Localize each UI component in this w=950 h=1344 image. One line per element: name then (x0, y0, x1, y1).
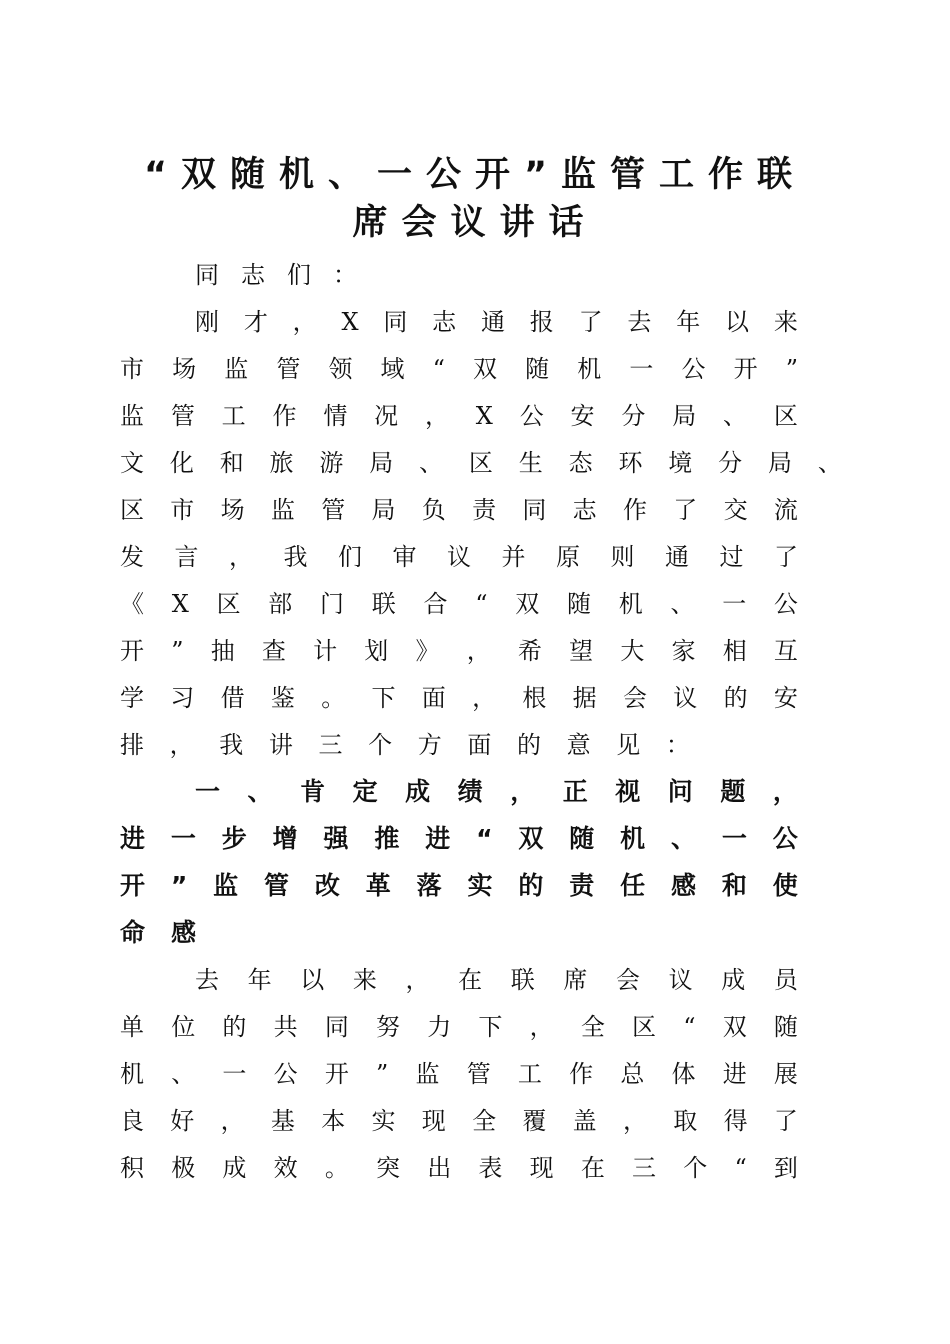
paragraph-2-line (120, 1104, 798, 1138)
glyph: 议 (668, 966, 693, 994)
glyph: 得 (723, 1107, 748, 1135)
glyph: 进 (722, 1060, 747, 1088)
glyph: 绩 (457, 777, 483, 806)
glyph: 并 (501, 543, 526, 571)
glyph: 议 (673, 684, 698, 712)
glyph: 成 (721, 966, 746, 994)
glyph: 一 (222, 1060, 247, 1088)
glyph: 负 (421, 496, 446, 524)
glyph: 文 (120, 449, 144, 477)
glyph: ” (785, 355, 798, 383)
glyph: 责 (472, 496, 497, 524)
glyph: 个 (368, 731, 393, 759)
glyph: 借 (220, 684, 245, 712)
glyph: 管 (170, 402, 195, 430)
glyph: ， (292, 308, 317, 336)
glyph: 讲 (268, 731, 293, 759)
glyph: 进 (120, 824, 146, 853)
glyph: 突 (376, 1154, 401, 1182)
glyph: ， (772, 777, 798, 806)
glyph: 力 (427, 1013, 452, 1041)
glyph: 成 (405, 777, 431, 806)
glyph: 的 (517, 731, 541, 759)
glyph: ， (220, 1107, 245, 1135)
glyph: 志 (432, 308, 457, 336)
glyph: 基 (270, 1107, 295, 1135)
glyph: 到 (773, 1154, 798, 1182)
paragraph-2-line (120, 1151, 798, 1185)
glyph: 据 (572, 684, 597, 712)
glyph: 本 (321, 1107, 346, 1135)
glyph: “ (432, 355, 445, 383)
glyph: 市 (120, 355, 144, 383)
glyph: 开 (120, 871, 146, 900)
section-heading-line (120, 822, 798, 856)
glyph: 局 (672, 402, 697, 430)
glyph: 年 (247, 966, 272, 994)
paragraph-1-line (120, 399, 798, 433)
glyph: 下 (371, 684, 396, 712)
glyph: 了 (673, 496, 698, 524)
glyph: 以 (725, 308, 750, 336)
paragraph-2-line (120, 1010, 798, 1044)
glyph: 肯 (300, 777, 326, 806)
glyph: 责 (569, 871, 595, 900)
paragraph-1-line (120, 540, 798, 574)
glyph: 通 (665, 543, 689, 571)
glyph: ” (171, 637, 184, 665)
glyph: 环 (618, 449, 643, 477)
glyph: 领 (328, 355, 353, 383)
glyph: 面 (421, 684, 446, 712)
glyph: 划 (364, 637, 389, 665)
glyph: 们 (338, 543, 362, 571)
glyph: 在 (458, 966, 483, 994)
glyph: ， (472, 684, 497, 712)
glyph: 旅 (269, 449, 294, 477)
glyph: 双 (515, 590, 540, 618)
glyph: 会 (622, 684, 647, 712)
salutation: 同志们： (195, 261, 379, 289)
paragraph-1-line (120, 587, 798, 621)
glyph: 问 (667, 777, 693, 806)
glyph: 来 (352, 966, 377, 994)
glyph: 实 (467, 871, 493, 900)
glyph: 望 (569, 637, 594, 665)
glyph: 了 (774, 543, 798, 571)
glyph: 大 (620, 637, 645, 665)
glyph: “ (734, 1154, 747, 1182)
glyph: 改 (314, 871, 340, 900)
glyph: “ (475, 590, 488, 618)
glyph: 况 (374, 402, 399, 430)
glyph: ： (665, 731, 690, 759)
glyph: 革 (365, 871, 391, 900)
paragraph-2-line (195, 963, 798, 997)
glyph: 一 (722, 590, 747, 618)
glyph: 好 (170, 1107, 195, 1135)
document-title-line-2: 席会议讲话 (352, 203, 598, 243)
glyph: 查 (261, 637, 286, 665)
glyph: 机 (618, 590, 643, 618)
glyph: 场 (220, 496, 245, 524)
section-heading-line (195, 775, 798, 809)
glyph: 感 (170, 918, 196, 947)
glyph: 交 (723, 496, 748, 524)
paragraph-1-line (120, 728, 690, 762)
glyph: 的 (222, 1013, 247, 1041)
glyph: “ (476, 824, 493, 853)
glyph: 抽 (210, 637, 235, 665)
glyph: 安 (773, 684, 798, 712)
glyph: 根 (522, 684, 547, 712)
glyph: 全 (472, 1107, 497, 1135)
glyph: 监 (213, 871, 239, 900)
glyph: 正 (562, 777, 588, 806)
glyph: 公 (772, 824, 798, 853)
glyph: 区 (216, 590, 241, 618)
glyph: 排 (120, 731, 144, 759)
glyph: 家 (671, 637, 696, 665)
glyph: 部 (268, 590, 293, 618)
glyph: 言 (174, 543, 199, 571)
glyph: 习 (170, 684, 195, 712)
glyph: 游 (319, 449, 344, 477)
glyph: 任 (620, 871, 646, 900)
glyph: 监 (120, 402, 144, 430)
glyph: 共 (273, 1013, 298, 1041)
glyph: 年 (676, 308, 701, 336)
glyph: 安 (570, 402, 595, 430)
glyph: 位 (171, 1013, 196, 1041)
glyph: 相 (722, 637, 747, 665)
paragraph-1-line (120, 634, 798, 668)
glyph: 全 (580, 1013, 605, 1041)
glyph: 作 (622, 496, 647, 524)
glyph: 则 (610, 543, 635, 571)
glyph: 区 (468, 449, 493, 477)
glyph: 效 (273, 1154, 298, 1182)
glyph: X (475, 402, 493, 430)
glyph: 命 (120, 918, 146, 947)
glyph: 双 (473, 355, 498, 383)
glyph: 使 (772, 871, 798, 900)
glyph: 强 (323, 824, 349, 853)
document-title-line-1: “双随机、一公开”监管工作联 (143, 155, 806, 195)
glyph: 一 (195, 777, 221, 806)
glyph: 生 (518, 449, 543, 477)
glyph: 同 (324, 1013, 349, 1041)
glyph: 的 (518, 871, 544, 900)
paragraph-1-line (120, 681, 798, 715)
glyph: ， (466, 637, 491, 665)
glyph: 管 (321, 496, 346, 524)
glyph: 下 (478, 1013, 503, 1041)
glyph: ， (169, 731, 194, 759)
glyph: 作 (569, 1060, 594, 1088)
glyph: 随 (569, 824, 595, 853)
glyph: 和 (721, 871, 747, 900)
glyph: 联 (510, 966, 535, 994)
glyph: 门 (320, 590, 345, 618)
glyph: 和 (219, 449, 244, 477)
glyph: 三 (318, 731, 343, 759)
glyph: ” (170, 871, 188, 900)
glyph: 实 (371, 1107, 396, 1135)
glyph: 区 (773, 402, 798, 430)
glyph: 互 (773, 637, 798, 665)
glyph: 公 (773, 590, 798, 618)
glyph: 现 (529, 1154, 554, 1182)
glyph: 合 (423, 590, 448, 618)
glyph: 来 (773, 308, 798, 336)
glyph: 作 (272, 402, 297, 430)
glyph: 席 (563, 966, 588, 994)
glyph: 开 (120, 637, 144, 665)
glyph: 会 (616, 966, 640, 994)
glyph: 域 (380, 355, 405, 383)
glyph: 区 (120, 496, 144, 524)
glyph: 态 (568, 449, 593, 477)
glyph: ， (405, 966, 430, 994)
glyph: 随 (773, 1013, 798, 1041)
glyph: 议 (447, 543, 471, 571)
glyph: 出 (427, 1154, 452, 1182)
glyph: 区 (632, 1013, 657, 1041)
glyph: 监 (270, 496, 295, 524)
glyph: 取 (673, 1107, 698, 1135)
glyph: 计 (313, 637, 338, 665)
glyph: 方 (417, 731, 442, 759)
glyph: 双 (722, 1013, 747, 1041)
glyph: 开 (733, 355, 758, 383)
glyph: 、 (247, 777, 273, 806)
glyph: 题 (720, 777, 746, 806)
paragraph-1-line (120, 352, 798, 386)
glyph: 公 (273, 1060, 298, 1088)
paragraph-2-line (120, 1057, 798, 1091)
glyph: ， (424, 402, 449, 430)
glyph: 我 (283, 543, 308, 571)
glyph: 审 (392, 543, 417, 571)
glyph: 通 (480, 308, 505, 336)
glyph: 面 (467, 731, 492, 759)
glyph: 双 (518, 824, 544, 853)
glyph: 局 (767, 449, 792, 477)
glyph: “ (683, 1013, 696, 1041)
glyph: 联 (371, 590, 396, 618)
glyph: 一 (721, 824, 747, 853)
glyph: 努 (376, 1013, 401, 1041)
glyph: 原 (556, 543, 580, 571)
paragraph-1-line (120, 446, 842, 480)
glyph: 积 (120, 1154, 144, 1182)
glyph: 、 (723, 402, 748, 430)
glyph: 流 (773, 496, 798, 524)
glyph: 在 (580, 1154, 605, 1182)
glyph: 一 (629, 355, 654, 383)
glyph: 报 (529, 308, 554, 336)
glyph: 见 (616, 731, 641, 759)
glyph: 管 (466, 1060, 491, 1088)
glyph: 表 (478, 1154, 503, 1182)
glyph: X (341, 308, 359, 336)
glyph: 了 (578, 308, 603, 336)
glyph: 公 (519, 402, 544, 430)
glyph: 工 (221, 402, 246, 430)
glyph: 步 (221, 824, 247, 853)
glyph: 成 (222, 1154, 247, 1182)
glyph: 工 (517, 1060, 542, 1088)
glyph: 机 (120, 1060, 144, 1088)
glyph: 同 (522, 496, 547, 524)
glyph: 发 (120, 543, 144, 571)
glyph: 学 (120, 684, 144, 712)
glyph: 员 (773, 966, 798, 994)
glyph: 现 (421, 1107, 446, 1135)
glyph: 、 (171, 1060, 196, 1088)
glyph: 监 (224, 355, 249, 383)
glyph: 同 (383, 308, 408, 336)
glyph: 以 (300, 966, 325, 994)
glyph: 志 (572, 496, 597, 524)
glyph: 定 (352, 777, 378, 806)
section-heading-line (120, 916, 196, 950)
glyph: X (171, 590, 189, 618)
glyph: 监 (415, 1060, 440, 1088)
glyph: 展 (773, 1060, 798, 1088)
glyph: 公 (681, 355, 706, 383)
glyph: 去 (627, 308, 652, 336)
glyph: 、 (419, 449, 444, 477)
glyph: 、 (670, 590, 695, 618)
glyph: 了 (773, 1107, 798, 1135)
glyph: 、 (817, 449, 842, 477)
glyph: 覆 (522, 1107, 547, 1135)
glyph: 分 (621, 402, 646, 430)
glyph: 分 (718, 449, 743, 477)
glyph: 管 (264, 871, 290, 900)
glyph: 、 (671, 824, 697, 853)
glyph: 感 (671, 871, 697, 900)
glyph: 局 (371, 496, 396, 524)
glyph: 《 (120, 590, 144, 618)
glyph: 增 (272, 824, 298, 853)
glyph: 三 (632, 1154, 657, 1182)
glyph: 盖 (572, 1107, 597, 1135)
glyph: 鉴 (270, 684, 295, 712)
glyph: 》 (415, 637, 440, 665)
glyph: 体 (671, 1060, 696, 1088)
glyph: 。 (324, 1154, 349, 1182)
glyph: 我 (219, 731, 244, 759)
glyph: 意 (566, 731, 591, 759)
section-heading-line (120, 869, 798, 903)
glyph: 进 (425, 824, 451, 853)
glyph: ， (229, 543, 253, 571)
paragraph-1-line (195, 305, 798, 339)
glyph: 的 (723, 684, 748, 712)
glyph: 。 (321, 684, 346, 712)
glyph: 一 (170, 824, 196, 853)
paragraph-1-line (120, 493, 798, 527)
glyph: 单 (120, 1013, 144, 1041)
glyph: 开 (324, 1060, 349, 1088)
glyph: 管 (276, 355, 301, 383)
glyph: 去 (195, 966, 219, 994)
glyph: ” (376, 1060, 389, 1088)
glyph: 随 (525, 355, 550, 383)
glyph: 市 (170, 496, 195, 524)
glyph: 总 (620, 1060, 645, 1088)
glyph: 局 (369, 449, 394, 477)
glyph: 机 (620, 824, 646, 853)
glyph: 机 (577, 355, 602, 383)
glyph: ， (510, 777, 536, 806)
glyph: 推 (374, 824, 400, 853)
glyph: ， (529, 1013, 554, 1041)
glyph: 个 (683, 1154, 708, 1182)
glyph: 极 (171, 1154, 196, 1182)
glyph: 境 (668, 449, 693, 477)
glyph: 希 (517, 637, 542, 665)
glyph: 过 (719, 543, 744, 571)
glyph: ， (622, 1107, 647, 1135)
glyph: 随 (566, 590, 591, 618)
glyph: 化 (169, 449, 194, 477)
glyph: 刚 (195, 308, 219, 336)
glyph: 良 (120, 1107, 144, 1135)
glyph: 场 (172, 355, 197, 383)
glyph: 视 (615, 777, 641, 806)
glyph: 落 (416, 871, 442, 900)
glyph: 才 (243, 308, 268, 336)
glyph: 情 (323, 402, 348, 430)
